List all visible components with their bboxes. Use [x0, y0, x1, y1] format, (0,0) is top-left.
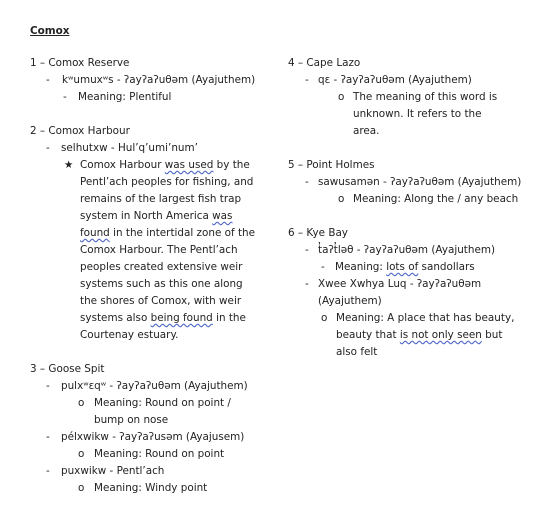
list-item [30, 480, 270, 497]
star-bullet-icon: ★ [64, 159, 74, 171]
section-heading: 6 – Kye Bay [288, 227, 348, 239]
dash-bullet-icon: - [46, 380, 50, 392]
dash-bullet-icon: - [46, 465, 50, 477]
section-cape-lazo [288, 55, 528, 140]
section-goose-spit [30, 361, 270, 497]
circle-bullet-icon: o [78, 397, 85, 409]
circle-bullet-icon: o [338, 193, 345, 205]
list-item [288, 310, 521, 361]
grammar-flag: is not only seen [399, 329, 482, 341]
meaning-text: The meaning of this word is unknown. It refers to the area. [353, 91, 498, 137]
place-name: pulxʷɛqʷ - ʔayʔaʔuθəm (Ayajuthem) [61, 380, 248, 392]
grammar-flag: being found [150, 312, 213, 324]
document-title: Comox [30, 25, 70, 37]
list-item [288, 276, 523, 310]
meaning-text: Meaning: Round on point [94, 448, 225, 460]
meaning-text: Meaning: Plentiful [78, 91, 172, 103]
list-item [30, 378, 270, 395]
dash-bullet-icon: - [305, 244, 309, 256]
place-name: puxwikw - Pentl’ach [61, 465, 165, 477]
place-name: t̓aʔt̓ləθ - ʔayʔaʔuθəm (Ayajuthem) [318, 244, 496, 256]
dash-bullet-icon: - [305, 74, 309, 86]
circle-bullet-icon: o [338, 91, 345, 103]
list-item [30, 157, 260, 344]
section-point-holmes [288, 157, 528, 208]
list-item [30, 140, 270, 157]
section-heading: 5 – Point Holmes [288, 159, 375, 171]
section-heading: 2 – Comox Harbour [30, 125, 130, 137]
list-item [30, 72, 270, 89]
section-heading: 3 – Goose Spit [30, 363, 105, 375]
place-name: kʷumuxʷs - ʔayʔaʔuθəm (Ayajuthem) [62, 74, 256, 86]
section-heading: 1 – Comox Reserve [30, 57, 130, 69]
left-column [30, 55, 270, 514]
grammar-flag: lots of [386, 261, 419, 273]
right-column [288, 55, 528, 378]
list-item [30, 395, 244, 429]
history-note: Comox Harbour was used by the Pentl’ach peoples for fishing, and remains of the largest fish trap system in North America was found in the intertidal zone of the Comox Harbour. The Pentl’ach peoples created extensive weir systems such as this one along the shores of Comox, with weir systems also being found in the Courtenay estuary. [80, 159, 256, 341]
list-item [288, 242, 528, 259]
list-item [288, 72, 528, 89]
list-item [288, 191, 528, 208]
dash-bullet-icon: - [46, 431, 50, 443]
section-kye-bay [288, 225, 528, 361]
meaning-text: Meaning: Round on point / bump on nose [94, 397, 231, 426]
list-item [288, 174, 528, 191]
section-heading: 4 – Cape Lazo [288, 57, 361, 69]
dash-bullet-icon: - [321, 261, 325, 273]
grammar-flag: was used [164, 159, 214, 171]
meaning-text: Meaning: Windy point [94, 482, 208, 494]
section-comox-harbour [30, 123, 270, 344]
meaning-text: Meaning: lots of sandollars [335, 261, 475, 273]
list-item [288, 259, 528, 276]
list-item [30, 429, 270, 446]
place-name: Xwee Xwhya Luq - ʔayʔaʔuθəm (Ayajuthem) [318, 278, 482, 307]
meaning-text: Meaning: A place that has beauty, beauty that is not only seen but also felt [336, 312, 515, 358]
dash-bullet-icon: - [46, 142, 50, 154]
dash-bullet-icon: - [63, 91, 67, 103]
dash-bullet-icon: - [46, 74, 50, 86]
section-comox-reserve [30, 55, 270, 106]
list-item [30, 463, 270, 480]
meaning-text: Meaning: Along the / any beach [353, 193, 519, 205]
circle-bullet-icon: o [78, 448, 85, 460]
place-name: pélxwikw - ʔayʔaʔusəm (Ayajusem) [61, 431, 245, 443]
list-item [30, 446, 270, 463]
list-item [288, 89, 511, 140]
grammar-flag: was found [80, 210, 233, 239]
list-item [30, 89, 270, 106]
place-name: sawusamən - ʔayʔaʔuθəm (Ayajuthem) [318, 176, 522, 188]
place-name: qɛ - ʔayʔaʔuθəm (Ayajuthem) [318, 74, 472, 86]
circle-bullet-icon: o [321, 312, 328, 324]
dash-bullet-icon: - [305, 278, 309, 290]
place-name: selhutxw - Hul’q’umi’num’ [61, 142, 198, 154]
circle-bullet-icon: o [78, 482, 85, 494]
dash-bullet-icon: - [305, 176, 309, 188]
